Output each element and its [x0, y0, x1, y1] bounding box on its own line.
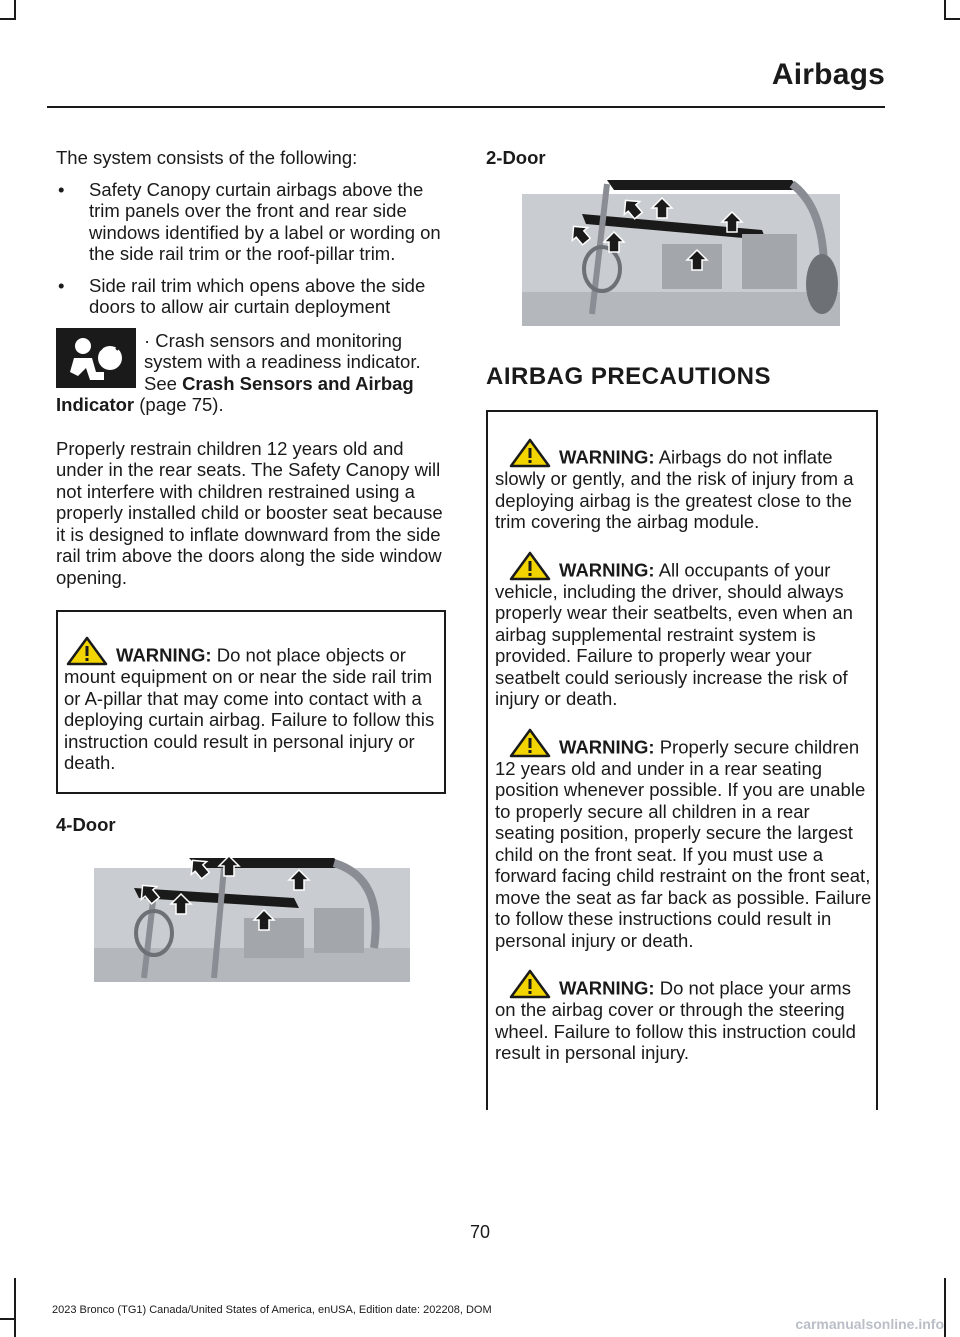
- warning-item: [495, 728, 872, 952]
- deployment-arrow-icon: [135, 879, 163, 907]
- arrow-overlay: [522, 174, 840, 326]
- deployment-arrow-icon: [722, 212, 742, 232]
- warning-text: Do not place your arms on the airbag cover or through the steering wheel. Failure to follow this instruction could result in personal injury.: [495, 977, 856, 1063]
- crop-mark: [0, 1318, 16, 1320]
- figure-4-door: [94, 838, 410, 982]
- airbag-indicator-icon: [56, 328, 136, 388]
- indicator-block: [56, 330, 448, 416]
- warning-text: All occupants of your vehicle, including the driver, should always properly wear their seatbelts, even when an airbag supplemental restraint system is provided. Failure to properly wear your seatbelt could seriously increase the risk of injury or death.: [495, 559, 853, 709]
- warning-text: Properly secure children 12 years old and under in a rear seating position whenever possible. If you are unable to properly secure all children in a rear seating position, properly secure the largest child on the front seat. If you must use a forward facing child restraint on the front seat, move the seat as far back as possible. Failure to follow these instructions could result in personal injury or death.: [495, 736, 872, 951]
- warning-box: [486, 410, 878, 1110]
- list-item: [56, 275, 448, 318]
- page-title: Airbags: [771, 58, 885, 91]
- figure-label: 4-Door: [56, 813, 116, 835]
- bullet-mark: •: [58, 274, 65, 296]
- page-number: 70: [469, 1222, 491, 1242]
- list-item-text: Side rail trim which opens above the side doors to allow air curtain deployment: [89, 274, 426, 317]
- deployment-arrow-icon: [652, 198, 672, 218]
- component-list: [56, 179, 448, 318]
- warning-text: Do not place objects or mount equipment on or near the side rail trim or A-pillar that may come into contact with a deploying curtain airbag. Failure to follow this instruction could result in personal injury or death.: [64, 644, 435, 773]
- indicator-text: · Crash sensors and monitoring system with a readiness indicator. See: [144, 329, 421, 394]
- left-column: [56, 147, 448, 835]
- crop-mark: [14, 0, 16, 18]
- deployment-arrow-icon: [618, 194, 646, 222]
- warning-icon: [509, 438, 551, 468]
- warning-label: WARNING:: [116, 644, 212, 666]
- deployment-arrow-icon: [604, 232, 624, 252]
- warning-label: WARNING:: [559, 559, 655, 580]
- deployment-arrow-icon: [219, 856, 239, 876]
- warning-box: [56, 610, 446, 794]
- deployment-arrow-icon: [185, 854, 213, 882]
- deployment-arrow-icon: [687, 250, 707, 270]
- warning-text: Airbags do not inflate slowly or gently, and the risk of injury from a deploying airbag is the greatest close to the trim covering the airbag module.: [495, 446, 854, 532]
- warning-icon: [66, 636, 108, 666]
- intro-text: The system consists of the following:: [56, 147, 358, 168]
- warning-label: WARNING:: [559, 736, 655, 757]
- arrow-overlay: [94, 838, 410, 982]
- warning-item: [495, 438, 872, 533]
- crop-mark: [14, 1278, 16, 1337]
- warning-icon: [509, 728, 551, 758]
- warning-icon: [509, 969, 551, 999]
- figure-label: 2-Door: [486, 147, 546, 168]
- body-paragraph: Properly restrain children 12 years old and under in the rear seats. The Safety Canopy will not interfere with children restrained using a properly installed child or booster seat because it is designed to inflate downward from the side rail trim above the doors along the side window opening.: [56, 437, 443, 588]
- warning-item: [64, 636, 436, 774]
- crop-mark: [944, 18, 960, 20]
- warning-item: [495, 551, 872, 710]
- crop-mark: [0, 18, 16, 20]
- deployment-arrow-icon: [254, 910, 274, 930]
- warning-label: WARNING:: [559, 446, 655, 468]
- deployment-arrow-icon: [171, 894, 191, 914]
- crop-mark: [944, 0, 946, 18]
- list-item: [56, 179, 448, 265]
- crop-mark: [944, 1278, 946, 1337]
- watermark: carmanualsonline.info: [795, 1316, 944, 1332]
- list-item-text: Safety Canopy curtain airbags above the trim panels over the front and rear side windows identified by a label or wording on the side rail trim or the roof-pillar trim.: [89, 178, 441, 264]
- right-column: [486, 147, 878, 169]
- figure-2-door: [522, 174, 840, 326]
- cross-reference-link[interactable]: Crash Sensors and Airbag Indicator: [56, 372, 414, 415]
- warning-icon: [509, 551, 551, 581]
- bullet-mark: •: [58, 178, 65, 200]
- page-reference: (page 75).: [134, 394, 224, 415]
- section-title: AIRBAG PRECAUTIONS: [486, 363, 772, 390]
- header-divider: [47, 106, 885, 108]
- warning-item: [495, 969, 872, 1064]
- deployment-arrow-icon: [289, 870, 309, 890]
- edition-footer: 2023 Bronco (TG1) Canada/United States of America, enUSA, Edition date: 202208, DOM: [52, 1304, 492, 1316]
- deployment-arrow-icon: [566, 220, 594, 248]
- warning-label: WARNING:: [559, 977, 655, 999]
